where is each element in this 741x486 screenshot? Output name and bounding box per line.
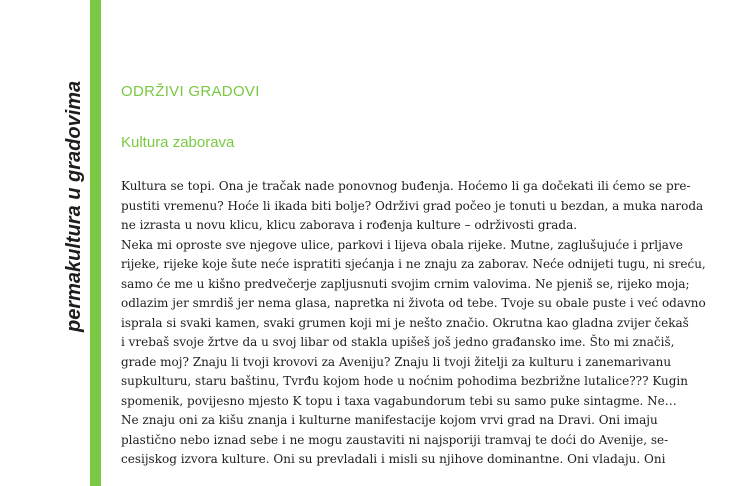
body-line: cesijskog izvora kulture. Oni su prevladali i misli su njihove dominantne. Oni vladaju. Oni [121, 452, 666, 466]
body-line: supkulturu, staru baštinu, Tvrđu kojom hode u noćnim pohodima bezbrižne lutalice??? Kugin [121, 374, 688, 388]
body-line: grade moj? Znaju li tvoji krovovi za Aveniju? Znaju li tvoji žitelji za kulturu i zanemarivanu [121, 354, 672, 369]
body-line: isprala si svaki kamen, svaki grumen koji mi je nešto značio. Okrutna kao gladna zvijer čekaš [121, 315, 689, 330]
body-line: spomenik, povijesno mjesto K topu i taxa vagabundorum tebi su samo puke sintagme. Ne… [121, 393, 677, 408]
vertical-section-label: permakultura u gradovima [63, 80, 85, 332]
body-line: Neka mi oproste sve njegove ulice, parkovi i lijeva obala rijeke. Mutne, zaglušujuće i prljave [121, 237, 683, 252]
section-title: ODRŽIVI GRADOVI [121, 83, 260, 100]
body-line: ne izrasta u novu klicu, klicu zaborava i rođenja kulture – održivosti grada. [121, 218, 578, 232]
body-line: Kultura se topi. Ona je tračak nade ponovnog buđenja. Hoćemo li ga dočekati ili ćemo se pre- [121, 179, 691, 193]
article-subtitle: Kultura zaborava [121, 134, 235, 151]
article-body [121, 177, 741, 470]
body-line: Ne znaju oni za kišu znanja i kulturne manifestacije kojom vrvi grad na Dravi. Oni imaju [121, 413, 658, 427]
body-line: plastično nebo iznad sebe i ne mogu zaustaviti ni najsporiji tramvaj te doći do Avenije, se- [121, 432, 669, 447]
body-line: samo će me u kišno predvečerje zapljusnuti svojim crnim valovima. Ne pjeniš se, rijeko moja; [121, 276, 690, 291]
body-line: odlazim jer smrdiš jer nema glasa, napretka ni života od tebe. Tvoje su obale puste i već odavno [121, 296, 706, 310]
body-line: pustiti vremenu? Hoće li ikada biti bolje? Održivi grad počeo je tonuti u bezdan, a muka naroda [121, 198, 704, 213]
green-accent-bar [90, 0, 101, 486]
body-line: rijeke, rijeke koje šute neće ispratiti sjećanja i ne znaju za zaborav. Neće odnijeti tugu, ni sreću, [121, 257, 706, 271]
body-line: i vrebaš svoje žrtve da u svoj libar od stakla upišeš još jedno građansko ime. Što mi značiš, [121, 335, 675, 349]
